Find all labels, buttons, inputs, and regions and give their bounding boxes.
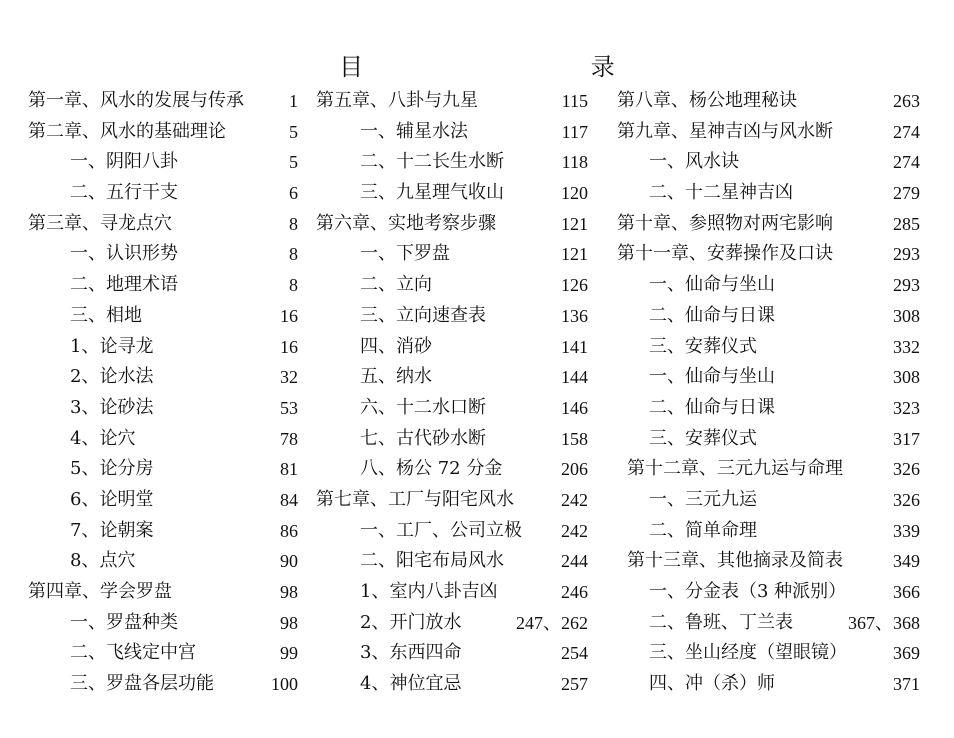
toc-section-entry xyxy=(28,485,298,516)
toc-entry-page: 317 xyxy=(893,428,920,449)
toc-entry-page: 5 xyxy=(289,121,298,142)
toc-entry-page: 1 xyxy=(289,91,298,111)
toc-entry-page: 126 xyxy=(561,275,588,296)
toc-entry-page: 244 xyxy=(561,551,588,572)
toc-entry-page: 8 xyxy=(289,213,298,234)
toc-entry-title: 二、仙命与日课 xyxy=(649,304,775,326)
toc-entry-title: 第四章、学会罗盘 xyxy=(28,581,172,602)
toc-entry-page: 308 xyxy=(893,305,920,326)
toc-entry-title: 八、杨公 72 分金 xyxy=(360,458,503,480)
toc-section-entry xyxy=(316,362,588,393)
toc-entry-page: 242 xyxy=(561,489,588,510)
toc-entry-title: 三、相地 xyxy=(70,304,142,326)
toc-section-entry xyxy=(617,577,920,608)
toc-entry-title: 四、消砂 xyxy=(360,335,432,357)
toc-section-entry xyxy=(28,270,298,301)
toc-section-entry xyxy=(316,393,588,424)
toc-section-entry xyxy=(617,332,920,363)
toc-entry-page: 247、262 xyxy=(516,612,588,633)
toc-entry-page: 86 xyxy=(280,520,298,541)
toc-section-entry xyxy=(316,546,588,577)
toc-entry-page: 146 xyxy=(561,397,588,418)
toc-entry-title: 5、论分房 xyxy=(70,458,154,480)
toc-section-entry xyxy=(28,332,298,363)
toc-entry-page: 144 xyxy=(561,367,588,388)
toc-section-entry xyxy=(617,424,920,455)
toc-entry-title: 三、坐山经度（望眼镜） xyxy=(649,642,847,664)
toc-section-entry xyxy=(28,178,298,209)
toc-entry-page: 5 xyxy=(289,152,298,173)
toc-entry-title: 第九章、星神吉凶与风水断 xyxy=(617,120,833,142)
toc-entry-page: 326 xyxy=(893,459,920,480)
toc-entry-page: 263 xyxy=(893,91,920,111)
toc-entry-title: 第八章、杨公地理秘诀 xyxy=(617,90,797,111)
toc-entry-page: 8 xyxy=(289,275,298,296)
toc-entry-title: 二、鲁班、丁兰表 xyxy=(649,611,793,633)
toc-entry-page: 323 xyxy=(893,397,920,418)
toc-entry-title: 四、冲（杀）师 xyxy=(649,673,775,695)
toc-column-3 xyxy=(617,86,920,700)
toc-entry-title: 三、九星理气收山 xyxy=(360,182,504,204)
toc-chapter-entry xyxy=(28,117,298,148)
toc-entry-title: 一、仙命与坐山 xyxy=(649,366,775,388)
toc-section-entry xyxy=(28,454,298,485)
toc-entry-title: 7、论朝案 xyxy=(70,519,154,541)
toc-section-entry xyxy=(28,669,298,700)
toc-chapter-entry xyxy=(28,86,298,117)
toc-entry-page: 332 xyxy=(893,336,920,357)
toc-entry-page: 366 xyxy=(893,582,920,602)
toc-entry-page: 78 xyxy=(280,428,298,449)
toc-entry-title: 第七章、工厂与阳宅风水 xyxy=(316,488,514,510)
toc-chapter-entry xyxy=(316,209,588,240)
toc-section-entry xyxy=(28,362,298,393)
toc-entry-page: 32 xyxy=(280,367,298,388)
toc-entry-title: 1、室内八卦吉凶 xyxy=(360,581,498,602)
toc-entry-title: 第十一章、安葬操作及口诀 xyxy=(617,243,833,265)
toc-chapter-entry xyxy=(617,86,920,117)
toc-entry-title: 1、论寻龙 xyxy=(70,335,154,357)
toc-entry-title: 三、安葬仪式 xyxy=(649,427,757,449)
toc-entry-title: 第十章、参照物对两宅影响 xyxy=(617,212,833,234)
toc-entry-page: 242 xyxy=(561,520,588,541)
toc-entry-page: 98 xyxy=(280,582,298,602)
toc-section-entry xyxy=(28,393,298,424)
toc-entry-title: 2、开门放水 xyxy=(360,611,462,633)
toc-entry-page: 257 xyxy=(561,674,588,695)
toc-section-entry xyxy=(316,332,588,363)
toc-section-entry xyxy=(617,608,920,639)
toc-entry-page: 274 xyxy=(893,152,920,173)
toc-section-entry xyxy=(316,147,588,178)
toc-entry-title: 4、神位宜忌 xyxy=(360,673,462,695)
toc-entry-page: 308 xyxy=(893,367,920,388)
toc-section-entry xyxy=(316,117,588,148)
toc-entry-page: 339 xyxy=(893,520,920,541)
toc-entry-title: 二、阳宅布局风水 xyxy=(360,550,504,572)
toc-section-entry xyxy=(316,516,588,547)
toc-entry-title: 6、论明堂 xyxy=(70,488,154,510)
toc-entry-title: 二、五行干支 xyxy=(70,182,178,204)
toc-entry-page: 53 xyxy=(280,397,298,418)
toc-section-entry xyxy=(28,546,298,577)
toc-entry-title: 第二章、风水的基础理论 xyxy=(28,120,226,142)
toc-entry-page: 121 xyxy=(561,244,588,265)
toc-entry-title: 3、论砂法 xyxy=(70,396,154,418)
toc-entry-page: 326 xyxy=(893,489,920,510)
toc-section-entry xyxy=(316,669,588,700)
toc-entry-page: 141 xyxy=(561,336,588,357)
toc-entry-page: 8 xyxy=(289,244,298,265)
toc-entry-title: 一、罗盘种类 xyxy=(70,611,178,633)
toc-entry-title: 二、地理术语 xyxy=(70,274,178,296)
toc-entry-title: 五、纳水 xyxy=(360,366,432,388)
toc-chapter-entry xyxy=(617,117,920,148)
toc-entry-title: 二、立向 xyxy=(360,274,432,296)
toc-entry-title: 4、论穴 xyxy=(70,427,136,449)
toc-entry-page: 279 xyxy=(893,183,920,204)
toc-chapter-entry xyxy=(617,209,920,240)
toc-section-entry xyxy=(28,516,298,547)
toc-entry-page: 158 xyxy=(561,428,588,449)
toc-entry-page: 206 xyxy=(561,459,588,480)
toc-chapter-entry xyxy=(316,86,588,117)
toc-entry-page: 117 xyxy=(561,121,588,142)
toc-entry-title: 三、立向速查表 xyxy=(360,304,486,326)
toc-column-2 xyxy=(316,86,588,700)
toc-entry-page: 81 xyxy=(280,459,298,480)
toc-section-entry xyxy=(617,301,920,332)
toc-section-entry xyxy=(28,147,298,178)
toc-entry-page: 84 xyxy=(280,489,298,510)
toc-entry-title: 一、仙命与坐山 xyxy=(649,274,775,296)
toc-chapter-entry xyxy=(28,577,298,608)
toc-entry-page: 274 xyxy=(893,121,920,142)
toc-section-entry xyxy=(617,147,920,178)
toc-entry-title: 第三章、寻龙点穴 xyxy=(28,212,172,234)
toc-entry-title: 一、工厂、公司立极 xyxy=(360,519,522,541)
toc-entry-page: 121 xyxy=(561,213,588,234)
toc-entry-page: 369 xyxy=(893,643,920,664)
toc-section-entry xyxy=(316,301,588,332)
toc-entry-title: 六、十二水口断 xyxy=(360,396,486,418)
toc-entry-page: 367、368 xyxy=(848,612,920,633)
toc-column-1 xyxy=(28,86,298,700)
toc-section-entry xyxy=(617,362,920,393)
toc-entry-page: 136 xyxy=(561,305,588,326)
toc-entry-title: 二、十二长生水断 xyxy=(360,151,504,173)
toc-entry-title: 二、仙命与日课 xyxy=(649,396,775,418)
toc-chapter-entry xyxy=(617,239,920,270)
toc-entry-title: 一、风水诀 xyxy=(649,151,739,173)
toc-section-entry xyxy=(617,178,920,209)
toc-section-entry xyxy=(316,239,588,270)
toc-entry-title: 第五章、八卦与九星 xyxy=(316,90,478,111)
toc-section-entry xyxy=(28,638,298,669)
toc-section-entry xyxy=(28,301,298,332)
toc-entry-title: 3、东西四命 xyxy=(360,642,462,664)
toc-section-entry xyxy=(28,608,298,639)
toc-entry-title: 七、古代砂水断 xyxy=(360,427,486,449)
toc-entry-title: 三、安葬仪式 xyxy=(649,335,757,357)
toc-section-entry xyxy=(316,454,588,485)
toc-entry-title: 2、论水法 xyxy=(70,366,154,388)
toc-entry-title: 一、三元九运 xyxy=(649,488,757,510)
toc-entry-page: 90 xyxy=(280,551,298,572)
toc-entry-page: 120 xyxy=(561,183,588,204)
toc-chapter-entry xyxy=(617,454,920,485)
toc-chapter-entry xyxy=(316,485,588,516)
toc-entry-title: 一、辅星水法 xyxy=(360,120,468,142)
toc-section-entry xyxy=(28,239,298,270)
toc-section-entry xyxy=(617,485,920,516)
toc-section-entry xyxy=(316,178,588,209)
toc-entry-title: 第一章、风水的发展与传承 xyxy=(28,90,244,111)
toc-entry-title: 一、阴阳八卦 xyxy=(70,151,178,173)
toc-entry-title: 8、点穴 xyxy=(70,550,136,572)
page-title: 目 录 xyxy=(339,53,725,81)
toc-entry-title: 第十二章、三元九运与命理 xyxy=(627,458,843,480)
toc-section-entry xyxy=(617,516,920,547)
toc-entry-page: 246 xyxy=(561,582,588,602)
toc-entry-title: 第六章、实地考察步骤 xyxy=(316,212,496,234)
toc-entry-page: 16 xyxy=(280,336,298,357)
toc-section-entry xyxy=(316,608,588,639)
toc-entry-title: 第十三章、其他摘录及简表 xyxy=(627,550,843,572)
toc-section-entry xyxy=(316,424,588,455)
toc-entry-title: 二、十二星神吉凶 xyxy=(649,182,793,204)
toc-entry-title: 一、下罗盘 xyxy=(360,243,450,265)
toc-entry-title: 二、飞线定中宫 xyxy=(70,642,196,664)
toc-entry-title: 一、认识形势 xyxy=(70,243,178,265)
toc-entry-page: 293 xyxy=(893,275,920,296)
toc-entry-page: 98 xyxy=(280,612,298,633)
toc-entry-page: 118 xyxy=(561,152,588,173)
toc-entry-page: 100 xyxy=(271,674,298,695)
toc-section-entry xyxy=(28,424,298,455)
toc-section-entry xyxy=(617,638,920,669)
toc-entry-title: 二、简单命理 xyxy=(649,519,757,541)
toc-entry-page: 254 xyxy=(561,643,588,664)
toc-chapter-entry xyxy=(28,209,298,240)
toc-entry-page: 349 xyxy=(893,551,920,572)
toc-entry-page: 99 xyxy=(280,643,298,664)
toc-section-entry xyxy=(617,270,920,301)
toc-entry-page: 6 xyxy=(289,183,298,204)
toc-entry-title: 一、分金表（3 种派别） xyxy=(649,581,847,602)
toc-section-entry xyxy=(617,669,920,700)
toc-entry-page: 115 xyxy=(561,91,588,111)
toc-entry-title: 三、罗盘各层功能 xyxy=(70,673,214,695)
toc-section-entry xyxy=(316,577,588,608)
toc-entry-page: 371 xyxy=(893,674,920,695)
toc-section-entry xyxy=(316,638,588,669)
toc-entry-page: 293 xyxy=(893,244,920,265)
toc-section-entry xyxy=(316,270,588,301)
toc-section-entry xyxy=(617,393,920,424)
toc-entry-page: 16 xyxy=(280,305,298,326)
toc-chapter-entry xyxy=(617,546,920,577)
toc-entry-page: 285 xyxy=(893,213,920,234)
